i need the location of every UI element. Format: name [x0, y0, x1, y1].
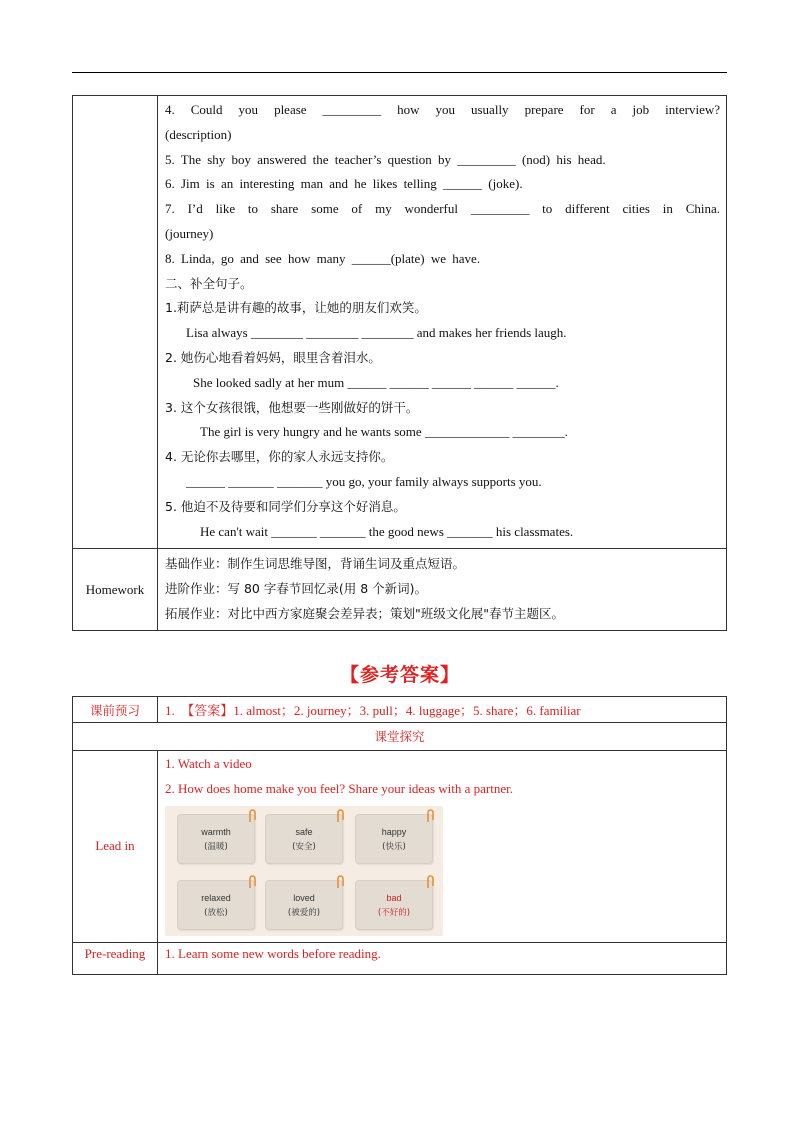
homework-basic: 基础作业：制作生词思维导图，背诵生词及重点短语。: [165, 556, 466, 572]
feeling-tile: bad (不好的): [355, 880, 433, 930]
question-4-hint: (description): [165, 126, 232, 142]
section-2-title: 二、补全句子。: [165, 275, 253, 291]
prereading-step-1: 1. Learn some new words before reading.: [158, 942, 727, 974]
answers-title: 【参考答案】: [339, 664, 460, 686]
homework-content: [158, 549, 727, 631]
exercise-content-cell: [158, 96, 727, 549]
question-7-hint: (journey): [165, 225, 214, 241]
question-8: 8. Linda, go and see how many ______(plate) we have.: [165, 250, 481, 266]
feeling-tile: loved (被爱的): [265, 880, 343, 930]
sentence-1-en: Lisa always ________ ________ ________ and makes her friends laugh.: [186, 325, 567, 341]
header-rule: [72, 72, 727, 73]
paperclip-icon: [247, 809, 257, 823]
leadin-step-1: 1. Watch a video: [165, 756, 252, 771]
sentence-5-en: He can't wait _______ _______ the good news _______ his classmates.: [200, 523, 574, 539]
question-5: 5. The shy boy answered the teacher’s question by _________ (nod) his head.: [165, 151, 606, 167]
homework-label: Homework: [73, 549, 158, 631]
prereading-label: Pre-reading: [73, 942, 158, 974]
sentence-2-cn: 2. 她伤心地看着妈妈，眼里含着泪水。: [165, 349, 381, 365]
feeling-tile: warmth (温暖): [177, 814, 255, 864]
sentence-1-cn: 1.莉萨总是讲有趣的故事，让她的朋友们欢笑。: [165, 300, 427, 316]
sentence-3-en: The girl is very hungry and he wants some _____________ ________.: [200, 424, 568, 440]
homework-advanced: 进阶作业：写 80 字春节回忆录(用 8 个新词)。: [165, 581, 428, 597]
homework-extended: 拓展作业：对比中西方家庭聚会差异表；策划"班级文化展"春节主题区。: [165, 606, 565, 622]
leadin-label: Lead in: [73, 751, 158, 943]
sentence-3-cn: 3. 这个女孩很饿，他想要一些刚做好的饼干。: [165, 399, 419, 415]
prereading-row: [73, 942, 727, 974]
paperclip-icon: [335, 809, 345, 823]
preview-answer: 1. 【答案】1. almost；2. journey；3. pull；4. luggage；5. share；6. familiar: [158, 697, 727, 723]
preview-row: [73, 697, 727, 723]
feeling-tile: relaxed (放松): [177, 880, 255, 930]
question-4: 4. Could you please _________ how you usually prepare for a job interview?: [165, 102, 720, 117]
question-6: 6. Jim is an interesting man and he likes telling ______ (joke).: [165, 176, 523, 192]
feeling-tile: happy (快乐): [355, 814, 433, 864]
leadin-content: [158, 751, 727, 943]
sentence-2-en: She looked sadly at her mum ______ ______ ______ ______ ______.: [193, 374, 559, 390]
paperclip-icon: [425, 809, 435, 823]
sentence-4-cn: 4. 无论你去哪里，你的家人永远支持你。: [165, 449, 394, 465]
exercise-row: [73, 96, 727, 549]
homework-row: [73, 549, 727, 631]
paperclip-icon: [425, 875, 435, 889]
sentence-4-en: ______ _______ _______ you go, your family always supports you.: [186, 473, 542, 489]
feelings-image: [165, 806, 443, 936]
exercise-table: [72, 95, 727, 631]
leadin-row: [73, 751, 727, 943]
section-heading-row: [73, 723, 727, 751]
paperclip-icon: [335, 875, 345, 889]
section-heading: 课堂探究: [73, 723, 727, 751]
question-7: 7. I’d like to share some of my wonderful _________ to different cities in China.: [165, 201, 720, 217]
sentence-5-cn: 5. 他迫不及待要和同学们分享这个好消息。: [165, 498, 406, 514]
feeling-tile: safe (安全): [265, 814, 343, 864]
answers-table: [72, 696, 727, 975]
exercise-label-cell: [73, 96, 158, 549]
paperclip-icon: [247, 875, 257, 889]
leadin-step-2: 2. How does home make you feel? Share your ideas with a partner.: [165, 780, 514, 796]
preview-label: 课前预习: [73, 697, 158, 723]
